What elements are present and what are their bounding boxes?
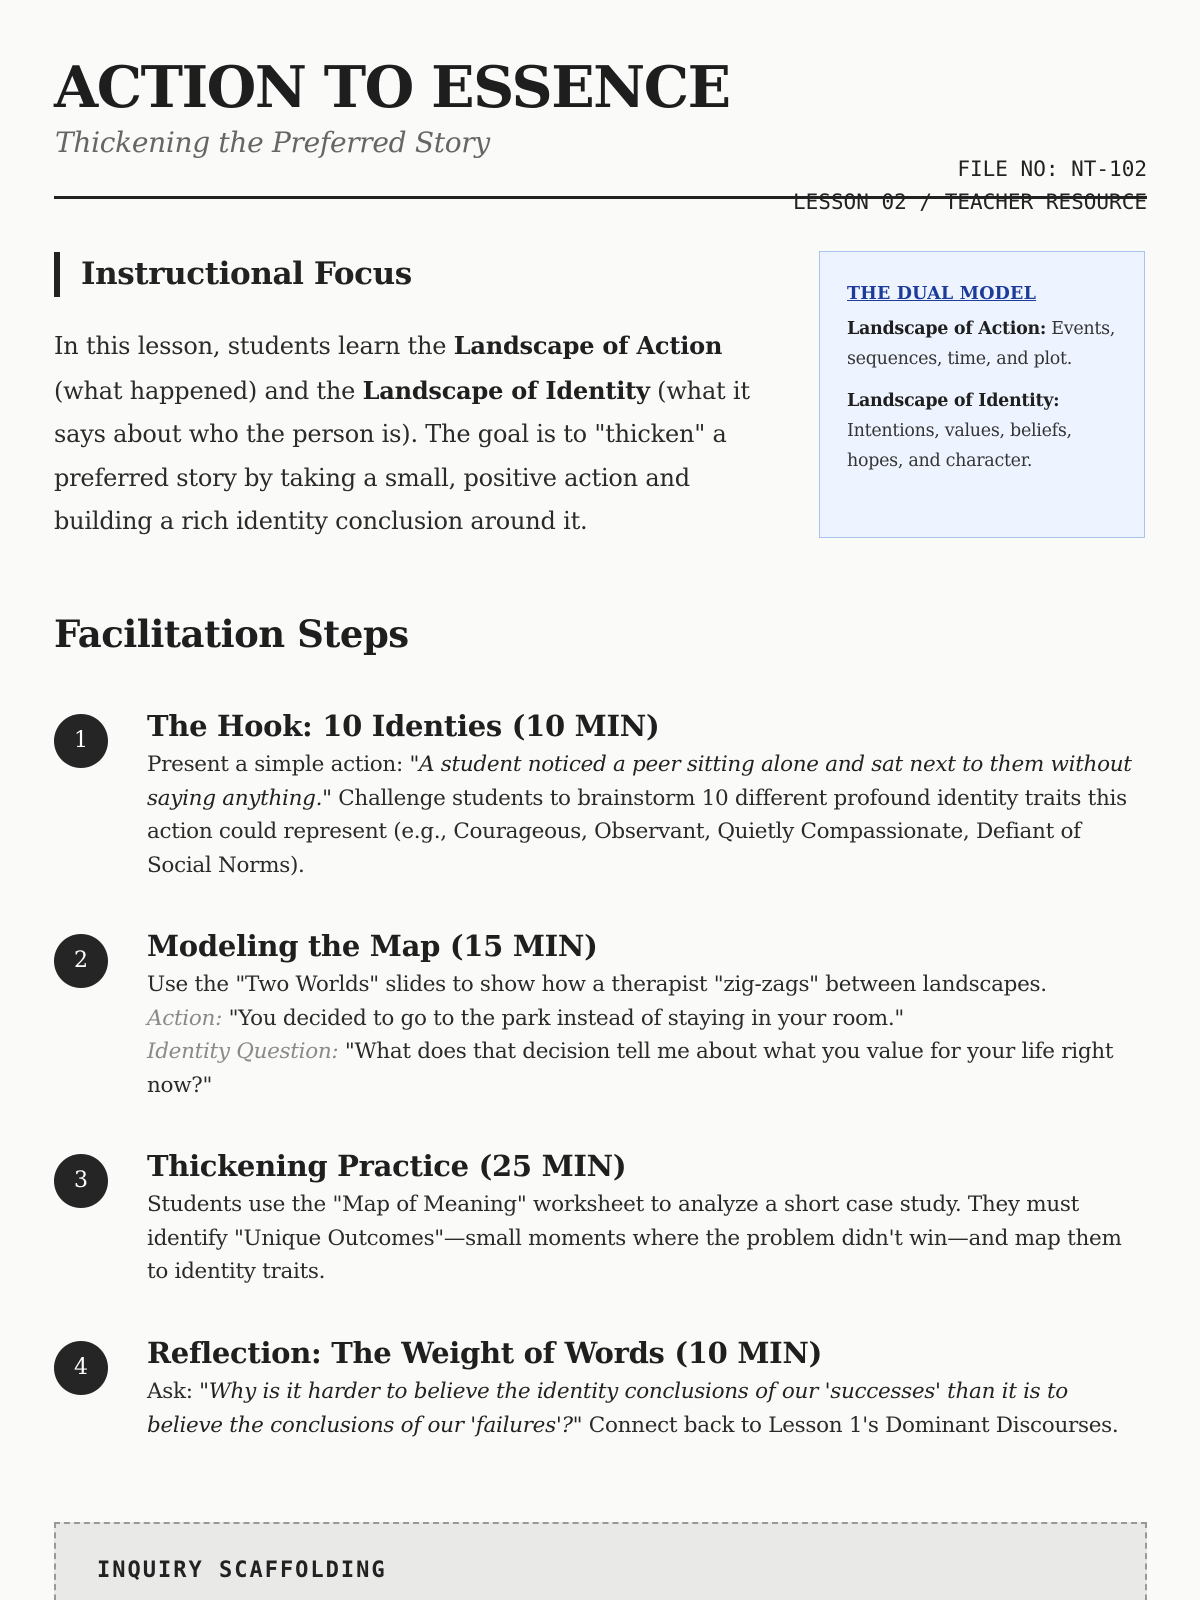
dual-model-callout	[819, 251, 1145, 538]
inquiry-scaffolding-title: INQUIRY SCAFFOLDING	[97, 1558, 387, 1583]
step-text-line: Use the "Two Worlds" slides to show how a therapist "zig-zags" between landscapes.	[147, 972, 1047, 997]
step-title: Modeling the Map (15 MIN)	[147, 929, 598, 963]
lesson-label: LESSON 02 / TEACHER RESOURCE	[792, 190, 1147, 214]
term-landscape-identity: Landscape of Identity	[362, 375, 650, 405]
step-number-badge: 1	[54, 714, 108, 768]
step-quote: "A student noticed a peer sitting alone and sat next to them without saying anything."	[147, 752, 1132, 811]
step-description	[147, 968, 1147, 1102]
step-description	[147, 748, 1147, 882]
step-body	[147, 924, 1147, 1102]
step-description: Students use the "Map of Meaning" worksheet to analyze a short case study. They must identify "Unique Outcomes"—small moments where the problem didn't win—and map them to identity traits.	[147, 1192, 1122, 1284]
dual-model-identity	[847, 386, 1119, 476]
step-title: Reflection: The Weight of Words (10 MIN)	[147, 1336, 823, 1370]
action-example	[147, 1002, 1147, 1036]
document-header	[54, 52, 1147, 214]
document-subtitle: Thickening the Preferred Story	[55, 126, 490, 159]
term-landscape-action: Landscape of Action	[453, 331, 723, 360]
step-title: The Hook: 10 Identies (10 MIN)	[147, 709, 660, 743]
step-text-part: Present a simple action:	[147, 752, 410, 777]
step-body	[147, 1331, 1147, 1442]
step-number-badge: 3	[54, 1154, 108, 1208]
step-body	[147, 1144, 1147, 1289]
step-number-badge: 4	[54, 1341, 108, 1395]
identity-question-label: Identity Question:	[147, 1039, 339, 1064]
focus-paragraph	[54, 324, 754, 544]
identity-label: Landscape of Identity:	[847, 391, 1060, 411]
action-example-quote: "You decided to go to the park instead of staying in your room."	[222, 1005, 904, 1031]
action-example-label: Action:	[147, 1005, 223, 1031]
document-title: ACTION TO ESSENCE	[54, 54, 730, 121]
step-text-part: Connect back to Lesson 1's Dominant Discourses.	[582, 1412, 1119, 1438]
identity-question	[147, 1035, 1147, 1102]
file-number: FILE NO: NT-102	[957, 157, 1147, 181]
step-title: Thickening Practice (25 MIN)	[147, 1149, 627, 1183]
identity-description: Intentions, values, beliefs, hopes, and character.	[847, 421, 1072, 471]
step-text-part: Ask:	[147, 1379, 200, 1404]
identity-question-quote: "What does that decision tell me about what you value for your life right now?"	[147, 1039, 1114, 1098]
step-description	[147, 1375, 1147, 1442]
dual-model-title: THE DUAL MODEL	[847, 284, 1037, 304]
step-text-part: Challenge students to brainstorm 10 different profound identity traits this action could represent (e.g., Courageous, Observant, Quietly Compassionate, Defiant of Social Norms).	[147, 785, 1127, 878]
action-label: Landscape of Action:	[847, 319, 1047, 339]
focus-text-part: (what it says about who the person is). The goal is to "thicken" a preferred story by taking a small, positive action and building a rich identity conclusion around it.	[54, 376, 750, 535]
step-body	[147, 704, 1147, 882]
step-quote: "Why is it harder to believe the identity conclusions of our 'successes' than it is to believe the conclusions of our 'failures'?"	[147, 1379, 1068, 1438]
focus-text-part: (what happened) and the	[54, 376, 363, 405]
dual-model-action	[847, 314, 1119, 374]
instructional-focus-heading	[54, 252, 412, 297]
facilitation-steps-heading: Facilitation Steps	[54, 612, 409, 656]
action-description: Events, sequences, time, and plot.	[847, 319, 1116, 369]
step-number-badge: 2	[54, 934, 108, 988]
inquiry-scaffolding-box	[54, 1522, 1147, 1600]
focus-text-part: In this lesson, students learn the	[54, 332, 454, 360]
section-heading: Instructional Focus	[81, 256, 412, 292]
